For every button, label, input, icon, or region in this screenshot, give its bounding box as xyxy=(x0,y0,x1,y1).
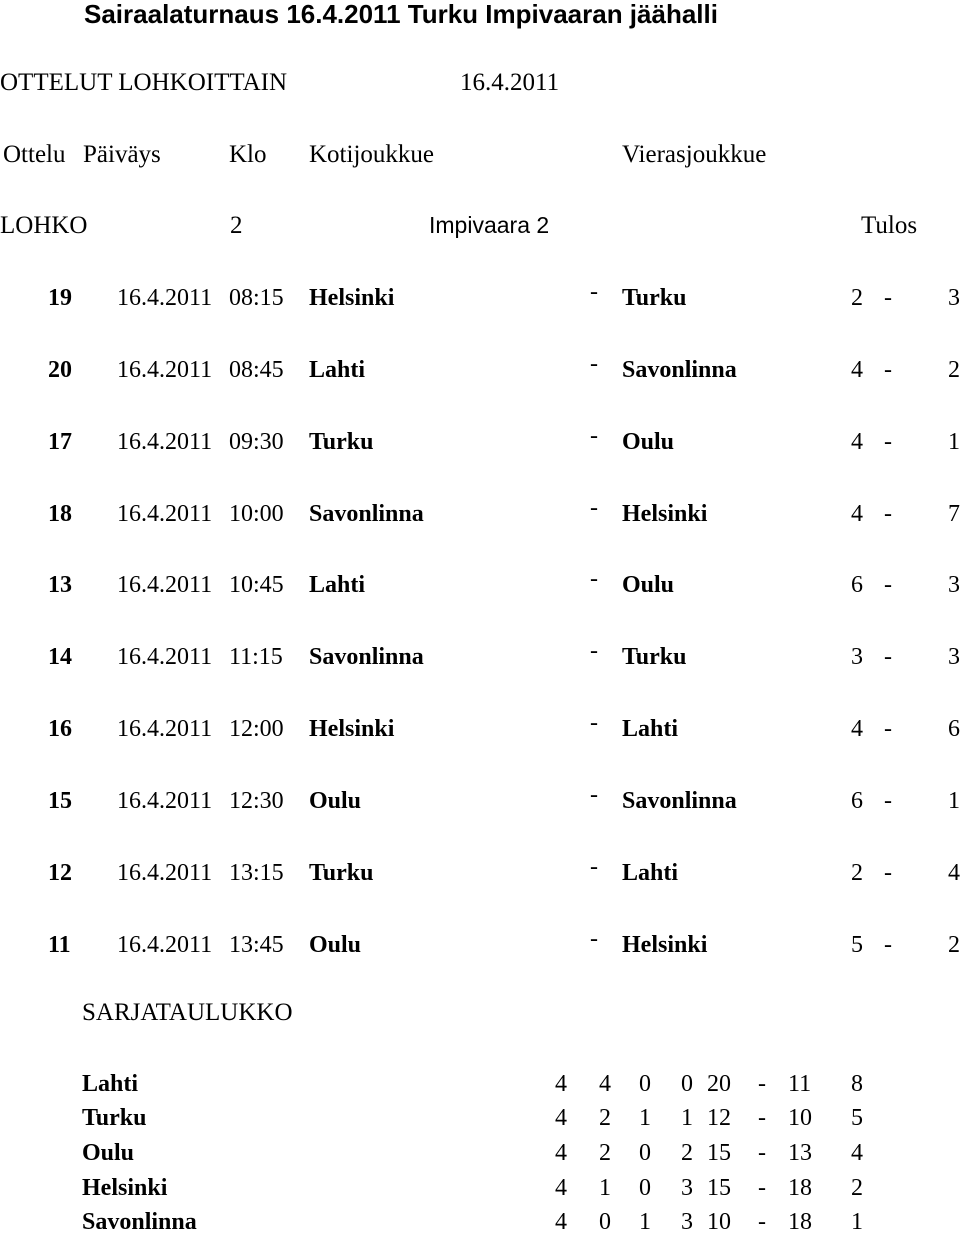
match-number: 19 xyxy=(48,285,72,311)
match-date: 16.4.2011 xyxy=(117,932,213,958)
home-team: Helsinki xyxy=(309,285,395,311)
home-score: 4 xyxy=(851,716,863,742)
match-row xyxy=(0,423,960,457)
match-row xyxy=(0,279,960,313)
home-team: Turku xyxy=(309,429,374,455)
match-time: 13:45 xyxy=(229,932,284,958)
match-time: 12:30 xyxy=(229,788,284,814)
section-date: 16.4.2011 xyxy=(460,69,560,96)
match-number: 20 xyxy=(48,357,72,383)
standings-goals-for: 10 xyxy=(707,1209,731,1235)
match-time: 10:45 xyxy=(229,572,284,598)
match-separator: - xyxy=(590,423,598,449)
match-date: 16.4.2011 xyxy=(117,429,213,455)
score-separator: - xyxy=(884,285,892,311)
standings-goals-for: 12 xyxy=(707,1105,731,1131)
standings-row xyxy=(0,1206,960,1238)
away-score: 7 xyxy=(948,501,960,527)
match-separator: - xyxy=(590,782,598,808)
standings-won: 1 xyxy=(599,1175,611,1201)
away-score: 2 xyxy=(948,932,960,958)
standings-drawn: 0 xyxy=(639,1140,651,1166)
away-team: Lahti xyxy=(622,716,679,742)
standings-played: 4 xyxy=(555,1071,567,1097)
home-team: Savonlinna xyxy=(309,644,424,670)
away-score: 1 xyxy=(948,429,960,455)
match-number: 13 xyxy=(48,572,72,598)
away-team: Savonlinna xyxy=(622,788,737,814)
match-separator: - xyxy=(590,351,598,377)
score-separator: - xyxy=(884,860,892,886)
standings-goals-against: 18 xyxy=(788,1175,812,1201)
match-separator: - xyxy=(590,566,598,592)
standings-lost: 0 xyxy=(681,1071,693,1097)
match-row xyxy=(0,926,960,960)
header-date: Päiväys xyxy=(83,141,161,168)
match-time: 13:15 xyxy=(229,860,284,886)
section-title: OTTELUT LOHKOITTAIN xyxy=(0,69,288,96)
standings-team: Helsinki xyxy=(82,1175,168,1201)
away-team: Savonlinna xyxy=(622,357,737,383)
match-number: 14 xyxy=(48,644,72,670)
standings-goals-against: 10 xyxy=(788,1105,812,1131)
away-score: 6 xyxy=(948,716,960,742)
match-separator: - xyxy=(590,495,598,521)
home-score: 6 xyxy=(851,788,863,814)
home-score: 3 xyxy=(851,644,863,670)
score-separator: - xyxy=(884,572,892,598)
match-time: 08:45 xyxy=(229,357,284,383)
header-time: Klo xyxy=(229,141,267,168)
match-number: 16 xyxy=(48,716,72,742)
standings-row xyxy=(0,1102,960,1134)
header-away-team: Vierasjoukkue xyxy=(622,141,767,168)
standings-goal-separator: - xyxy=(758,1105,766,1131)
match-row xyxy=(0,638,960,672)
match-row xyxy=(0,782,960,816)
match-row xyxy=(0,710,960,744)
group-label: LOHKO xyxy=(0,212,88,239)
match-row xyxy=(0,854,960,888)
score-separator: - xyxy=(884,932,892,958)
match-date: 16.4.2011 xyxy=(117,644,213,670)
standings-goals-against: 13 xyxy=(788,1140,812,1166)
home-score: 6 xyxy=(851,572,863,598)
away-team: Turku xyxy=(622,644,687,670)
standings-team: Lahti xyxy=(82,1071,139,1097)
standings-goals-against: 18 xyxy=(788,1209,812,1235)
score-separator: - xyxy=(884,788,892,814)
standings-won: 0 xyxy=(599,1209,611,1235)
home-team: Savonlinna xyxy=(309,501,424,527)
standings-drawn: 0 xyxy=(639,1175,651,1201)
match-date: 16.4.2011 xyxy=(117,501,213,527)
score-separator: - xyxy=(884,644,892,670)
home-score: 5 xyxy=(851,932,863,958)
standings-title: SARJATAULUKKO xyxy=(82,999,293,1026)
standings-goals-against: 11 xyxy=(788,1071,812,1097)
standings-goal-separator: - xyxy=(758,1209,766,1235)
standings-team: Oulu xyxy=(82,1140,135,1166)
match-time: 12:00 xyxy=(229,716,284,742)
match-number: 15 xyxy=(48,788,72,814)
standings-points: 2 xyxy=(851,1175,863,1201)
away-team: Helsinki xyxy=(622,501,708,527)
standings-row xyxy=(0,1172,960,1204)
match-separator: - xyxy=(590,638,598,664)
header-home-team: Kotijoukkue xyxy=(309,141,434,168)
match-number: 18 xyxy=(48,501,72,527)
away-score: 3 xyxy=(948,572,960,598)
standings-lost: 3 xyxy=(681,1175,693,1201)
match-row xyxy=(0,566,960,600)
standings-lost: 2 xyxy=(681,1140,693,1166)
home-team: Turku xyxy=(309,860,374,886)
standings-goals-for: 15 xyxy=(707,1175,731,1201)
away-score: 4 xyxy=(948,860,960,886)
standings-goal-separator: - xyxy=(758,1175,766,1201)
home-score: 4 xyxy=(851,429,863,455)
home-score: 4 xyxy=(851,501,863,527)
standings-goals-for: 20 xyxy=(707,1071,731,1097)
header-match: Ottelu xyxy=(3,141,66,168)
standings-drawn: 1 xyxy=(639,1209,651,1235)
standings-played: 4 xyxy=(555,1105,567,1131)
match-date: 16.4.2011 xyxy=(117,788,213,814)
standings-played: 4 xyxy=(555,1175,567,1201)
match-number: 12 xyxy=(48,860,72,886)
away-score: 3 xyxy=(948,644,960,670)
home-score: 2 xyxy=(851,860,863,886)
standings-points: 1 xyxy=(851,1209,863,1235)
home-team: Lahti xyxy=(309,572,366,598)
standings-won: 2 xyxy=(599,1105,611,1131)
standings-points: 8 xyxy=(851,1071,863,1097)
standings-played: 4 xyxy=(555,1209,567,1235)
match-date: 16.4.2011 xyxy=(117,357,213,383)
standings-goals-for: 15 xyxy=(707,1140,731,1166)
match-date: 16.4.2011 xyxy=(117,285,213,311)
match-time: 10:00 xyxy=(229,501,284,527)
match-row xyxy=(0,351,960,385)
group-number: 2 xyxy=(230,212,243,239)
match-date: 16.4.2011 xyxy=(117,860,213,886)
match-number: 11 xyxy=(48,932,71,958)
away-score: 3 xyxy=(948,285,960,311)
away-team: Turku xyxy=(622,285,687,311)
standings-team: Savonlinna xyxy=(82,1209,197,1235)
standings-lost: 3 xyxy=(681,1209,693,1235)
score-separator: - xyxy=(884,429,892,455)
away-team: Helsinki xyxy=(622,932,708,958)
standings-won: 2 xyxy=(599,1140,611,1166)
group-venue: Impivaara 2 xyxy=(429,212,550,238)
score-separator: - xyxy=(884,357,892,383)
match-separator: - xyxy=(590,279,598,305)
home-team: Oulu xyxy=(309,788,362,814)
home-score: 2 xyxy=(851,285,863,311)
standings-points: 4 xyxy=(851,1140,863,1166)
standings-drawn: 0 xyxy=(639,1071,651,1097)
home-team: Lahti xyxy=(309,357,366,383)
match-separator: - xyxy=(590,854,598,880)
match-time: 08:15 xyxy=(229,285,284,311)
standings-lost: 1 xyxy=(681,1105,693,1131)
match-separator: - xyxy=(590,710,598,736)
standings-goal-separator: - xyxy=(758,1140,766,1166)
away-score: 2 xyxy=(948,357,960,383)
result-header: Tulos xyxy=(861,212,918,239)
away-score: 1 xyxy=(948,788,960,814)
away-team: Lahti xyxy=(622,860,679,886)
match-separator: - xyxy=(590,926,598,952)
away-team: Oulu xyxy=(622,572,675,598)
match-date: 16.4.2011 xyxy=(117,572,213,598)
match-number: 17 xyxy=(48,429,72,455)
home-team: Helsinki xyxy=(309,716,395,742)
standings-row xyxy=(0,1068,960,1100)
score-separator: - xyxy=(884,716,892,742)
away-team: Oulu xyxy=(622,429,675,455)
standings-played: 4 xyxy=(555,1140,567,1166)
standings-team: Turku xyxy=(82,1105,147,1131)
home-team: Oulu xyxy=(309,932,362,958)
match-row xyxy=(0,495,960,529)
match-time: 09:30 xyxy=(229,429,284,455)
standings-points: 5 xyxy=(851,1105,863,1131)
match-time: 11:15 xyxy=(229,644,283,670)
document-title: Sairaalaturnaus 16.4.2011 Turku Impivaaran jäähalli xyxy=(84,0,718,29)
standings-row xyxy=(0,1137,960,1169)
standings-won: 4 xyxy=(599,1071,611,1097)
score-separator: - xyxy=(884,501,892,527)
standings-drawn: 1 xyxy=(639,1105,651,1131)
home-score: 4 xyxy=(851,357,863,383)
match-date: 16.4.2011 xyxy=(117,716,213,742)
standings-goal-separator: - xyxy=(758,1071,766,1097)
